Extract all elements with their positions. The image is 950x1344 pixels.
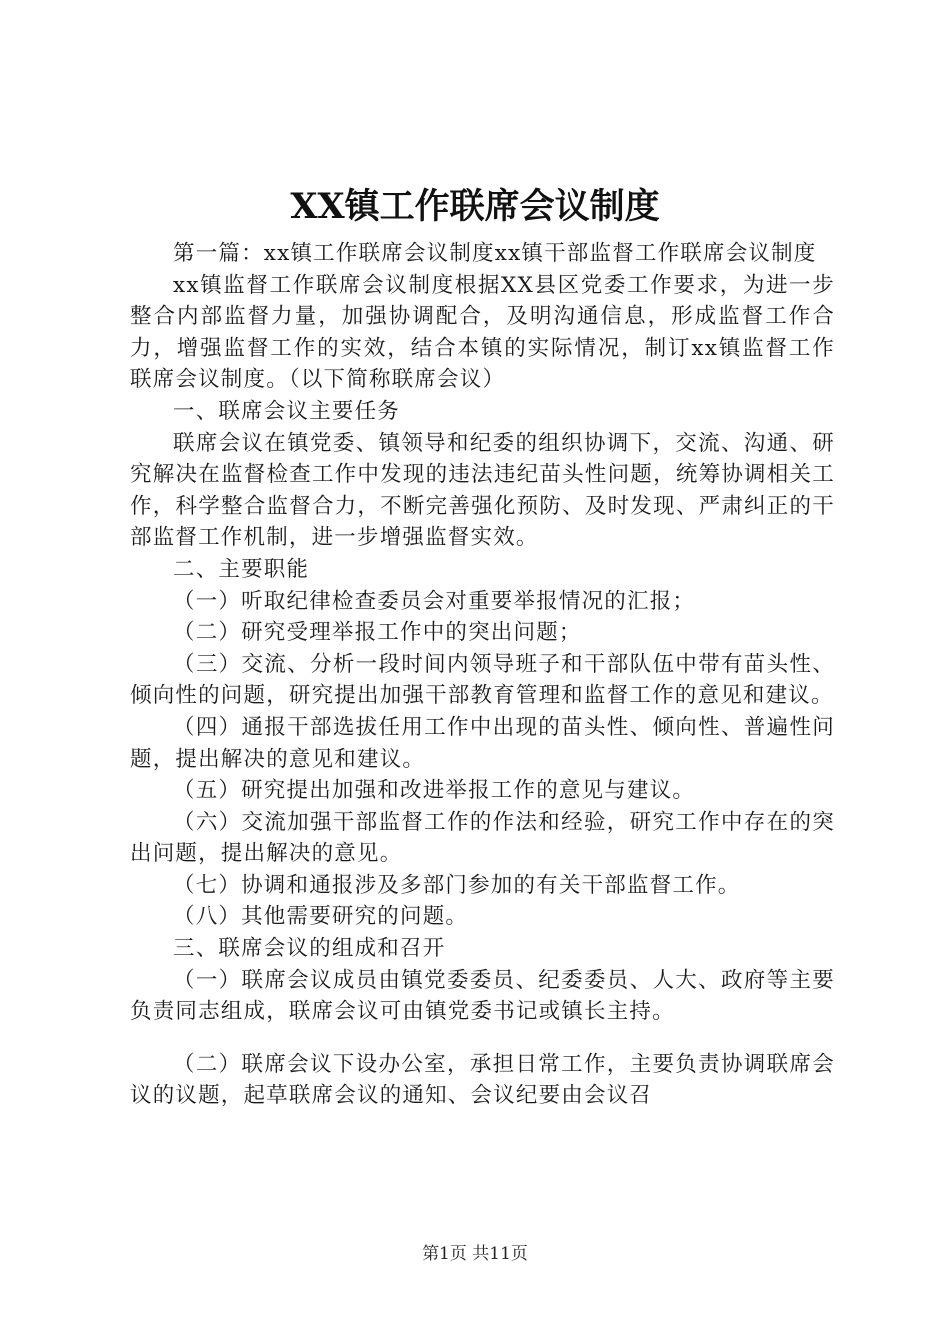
page-footer: 第1页 共11页 (422, 1244, 528, 1264)
list-item: （一）联席会议成员由镇党委委员、纪委委员、人大、政府等主要负责同志组成，联席会议可由镇党委书记或镇长主持。 (130, 967, 835, 1025)
list-item: （六）交流加强干部监督工作的作法和经验，研究工作中存在的突出问题，提出解决的意见。 (130, 809, 835, 867)
section-heading: 一、联席会议主要任务 (173, 398, 401, 424)
list-item: （二）研究受理举报工作中的突出问题； (173, 620, 582, 646)
list-item: （三）交流、分析一段时间内领导班子和干部队伍中带有苗头性、倾向性的问题，研究提出加强干部教育管理和监督工作的意见和建议。 (130, 651, 835, 709)
section-heading: 三、联席会议的组成和召开 (173, 936, 446, 962)
list-item: （一）听取纪律检查委员会对重要举报情况的汇报； (173, 588, 696, 614)
list-item: （二）联席会议下设办公室，承担日常工作，主要负责协调联席会议的议题，起草联席会议的通知、会议纪要由会议召 (130, 1051, 835, 1109)
list-item: （四）通报干部选拔任用工作中出现的苗头性、倾向性、普遍性问题，提出解决的意见和建议。 (130, 714, 835, 772)
document-body (130, 238, 835, 1112)
document-title: XX镇工作联席会议制度 (290, 186, 660, 227)
list-item: （七）协调和通报涉及多部门参加的有关干部监督工作。 (173, 872, 741, 898)
list-item: （八）其他需要研究的问题。 (173, 904, 469, 930)
paragraph: 第一篇：xx镇工作联席会议制度xx镇干部监督工作联席会议制度 (173, 241, 817, 266)
paragraph: 联席会议在镇党委、镇领导和纪委的组织协调下，交流、沟通、研究解决在监督检查工作中发现的违法违纪苗头性问题，统筹协调相关工作，科学整合监督合力，不断完善强化预防、及时发现、严肃纠正的干部监督工作机制，进一步增强监督实效。 (130, 430, 835, 551)
paragraph: xx镇监督工作联席会议制度根据XX县区党委工作要求，为进一步整合内部监督力量，加强协调配合，及明沟通信息，形成监督工作合力，增强监督工作的实效，结合本镇的实际情况，制订xx镇监督工作联席会议制度。（以下简称联席会议） (130, 272, 835, 393)
section-heading: 二、主要职能 (173, 556, 310, 582)
list-item: （五）研究提出加强和改进举报工作的意见与建议。 (173, 778, 696, 804)
